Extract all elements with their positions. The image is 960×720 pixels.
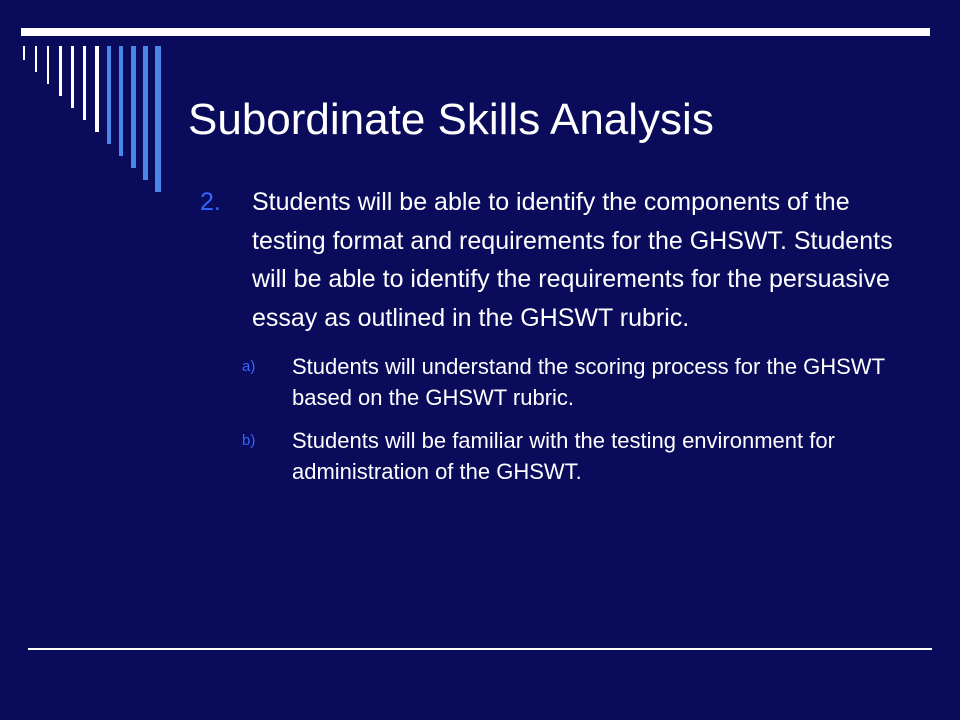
sub-item-marker: b) xyxy=(242,432,256,449)
decorative-stripe xyxy=(47,46,49,84)
main-list-item xyxy=(200,183,920,337)
decorative-stripe xyxy=(155,46,161,192)
sub-item-text: Students will understand the scoring process for the GHSWT based on the GHSWT rubric. xyxy=(292,354,885,410)
slide-title: Subordinate Skills Analysis xyxy=(188,95,714,144)
decorative-stripe xyxy=(71,46,74,108)
decorative-stripe xyxy=(23,46,25,60)
decorative-stripe xyxy=(83,46,86,120)
decorative-stripe xyxy=(119,46,123,156)
decorative-stripe xyxy=(59,46,62,96)
sub-list xyxy=(200,351,920,487)
decorative-stripes xyxy=(0,0,170,200)
sub-list-item xyxy=(200,425,920,487)
decorative-stripe xyxy=(95,46,99,132)
main-item-text: Students will be able to identify the components of the testing format and requirements for the GHSWT. Students will be able to identify the requirements for the persuasive essay as outlined in the GHSWT rubric. xyxy=(252,188,893,332)
slide-content xyxy=(200,183,920,499)
decorative-stripe xyxy=(131,46,136,168)
sub-list-item xyxy=(200,351,920,413)
decorative-stripe xyxy=(107,46,111,144)
decorative-stripe xyxy=(143,46,148,180)
bottom-rule xyxy=(28,648,932,650)
decorative-stripe xyxy=(35,46,37,72)
sub-item-text: Students will be familiar with the testing environment for administration of the GHSWT. xyxy=(292,428,835,484)
main-item-number: 2. xyxy=(200,188,221,216)
sub-item-marker: a) xyxy=(242,358,256,375)
